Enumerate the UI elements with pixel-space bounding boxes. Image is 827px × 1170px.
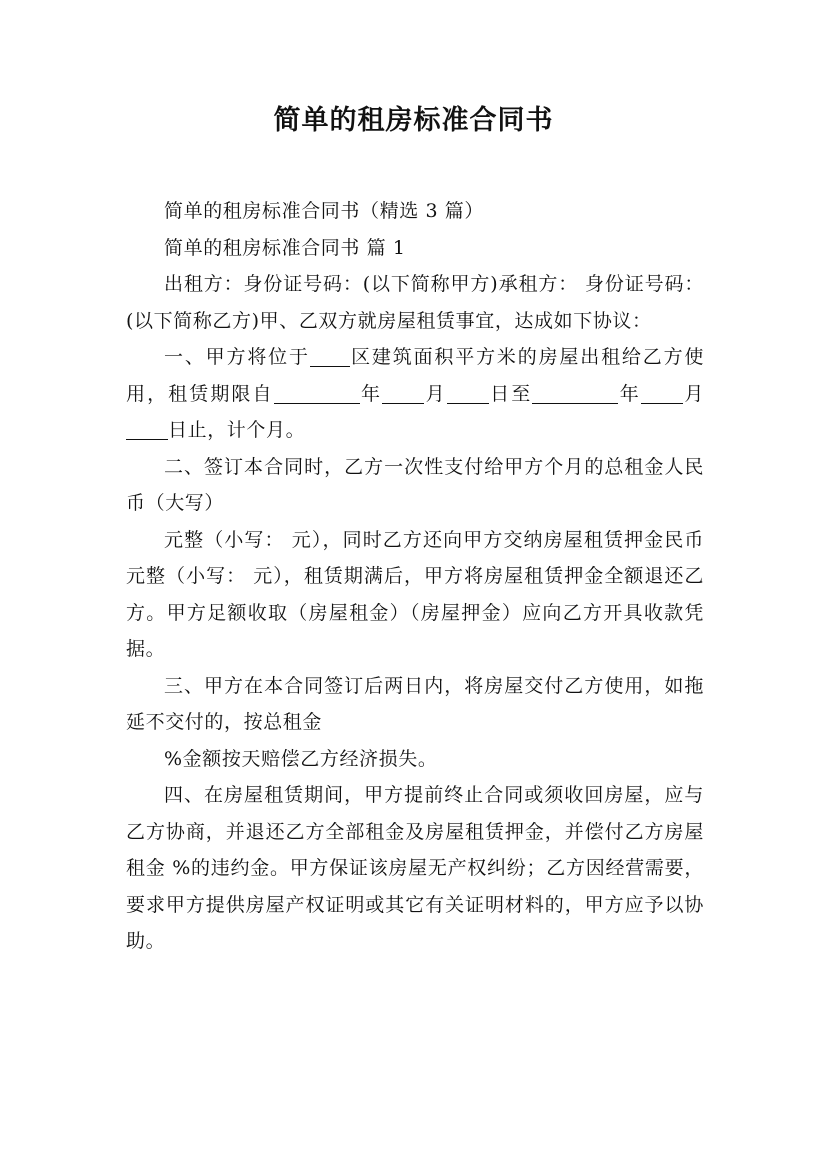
clause-3-line-2: %金额按天赔偿乙方经济损失。 xyxy=(164,747,438,770)
clause-2-line-2: 元整（小写： 元），同时乙方还向甲方交纳房屋租赁押金民币 元整（小写： 元），租赁期满后，甲方将房屋租赁押金全额退还乙方。甲方足额收取（房屋租金）（房屋押金）应向乙方开具收款凭据。 xyxy=(126,528,704,660)
document-body xyxy=(126,193,704,960)
clause-4: 四、在房屋租赁期间，甲方提前终止合同或须收回房屋，应与乙方协商，并退还乙方全部租金及房屋租赁押金，并偿付乙方房屋租金 %的违约金。甲方保证该房屋无产权纠纷；乙方因经营需要，要求甲方提供房屋产权证明或其它有关证明材料的，甲方应予以协助。 xyxy=(126,784,704,952)
blank-end-day xyxy=(126,420,168,440)
clause-1-part-c: 年 xyxy=(359,382,383,405)
document-title: 简单的租房标准合同书 xyxy=(273,105,554,136)
clause-1 xyxy=(126,339,704,449)
clause-1-part-b: 区建筑面积平方米的房屋出租给乙方使用，租赁期限自 xyxy=(126,346,705,405)
section-heading: 简单的租房标准合同书 篇 1 xyxy=(164,236,406,259)
clause-1-part-d: 月 xyxy=(424,382,447,405)
clause-1-part-h: 日止，计个月。 xyxy=(168,419,306,441)
clause-1-part-g: 月 xyxy=(682,382,704,405)
blank-start-day xyxy=(447,384,489,404)
clause-1-part-a: 一、甲方将位于 xyxy=(164,346,310,368)
clause-3-line-1: 三、甲方在本合同签订后两日内，将房屋交付乙方使用，如拖延不交付的，按总租金 xyxy=(126,674,704,733)
clause-1-part-f: 年 xyxy=(618,382,641,405)
document-subtitle: 简单的租房标准合同书（精选 3 篇） xyxy=(164,200,484,222)
clause-2-line-1: 二、签订本合同时，乙方一次性支付给甲方个月的总租金人民币（大写） xyxy=(126,455,704,514)
blank-start-year xyxy=(274,384,360,404)
clause-1-part-e: 日至 xyxy=(488,382,533,405)
blank-start-month xyxy=(382,384,424,404)
blank-end-month xyxy=(641,384,683,404)
blank-end-year xyxy=(532,384,618,404)
blank-district xyxy=(310,347,350,367)
paragraph-parties: 出租方：身份证号码：(以下简称甲方)承租方： 身份证号码：(以下简称乙方)甲、乙双方就房屋租赁事宜，达成如下协议： xyxy=(126,273,704,332)
